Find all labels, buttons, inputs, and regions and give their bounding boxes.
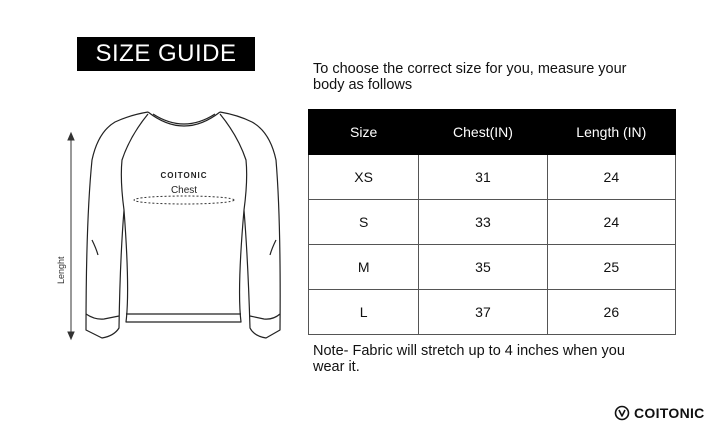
shirt-brand-label: COITONIC xyxy=(160,171,208,180)
chest-cell: 35 xyxy=(419,245,547,290)
length-cell: 26 xyxy=(547,290,675,335)
length-cell: 24 xyxy=(547,155,675,200)
header-size: Size xyxy=(309,110,419,155)
intro-text: To choose the correct size for you, measure your body as follows xyxy=(313,61,627,93)
brand-logo xyxy=(614,405,705,421)
length-cell: 24 xyxy=(547,200,675,245)
length-arrow-icon xyxy=(68,133,74,339)
table-row xyxy=(309,200,676,245)
stretch-note: Note- Fabric will stretch up to 4 inches when you wear it. xyxy=(313,343,625,375)
table-row xyxy=(309,155,676,200)
shirt-illustration xyxy=(40,100,310,360)
table-row xyxy=(309,290,676,335)
size-cell: XS xyxy=(309,155,419,200)
brand-name: COITONIC xyxy=(634,405,705,421)
table-header-row xyxy=(309,110,676,155)
chest-cell: 31 xyxy=(419,155,547,200)
page-title: SIZE GUIDE xyxy=(77,37,255,71)
table-row xyxy=(309,245,676,290)
size-cell: L xyxy=(309,290,419,335)
size-cell: M xyxy=(309,245,419,290)
coitonic-logo-icon xyxy=(614,405,630,421)
size-cell: S xyxy=(309,200,419,245)
chest-label: Chest xyxy=(170,185,198,196)
header-length: Length (IN) xyxy=(547,110,675,155)
chest-cell: 37 xyxy=(419,290,547,335)
size-table xyxy=(308,109,676,335)
length-label: Lenght xyxy=(56,256,66,284)
chest-cell: 33 xyxy=(419,200,547,245)
length-cell: 25 xyxy=(547,245,675,290)
chest-measure-line xyxy=(134,196,234,204)
shirt-outline xyxy=(86,112,280,338)
header-chest: Chest(IN) xyxy=(419,110,547,155)
